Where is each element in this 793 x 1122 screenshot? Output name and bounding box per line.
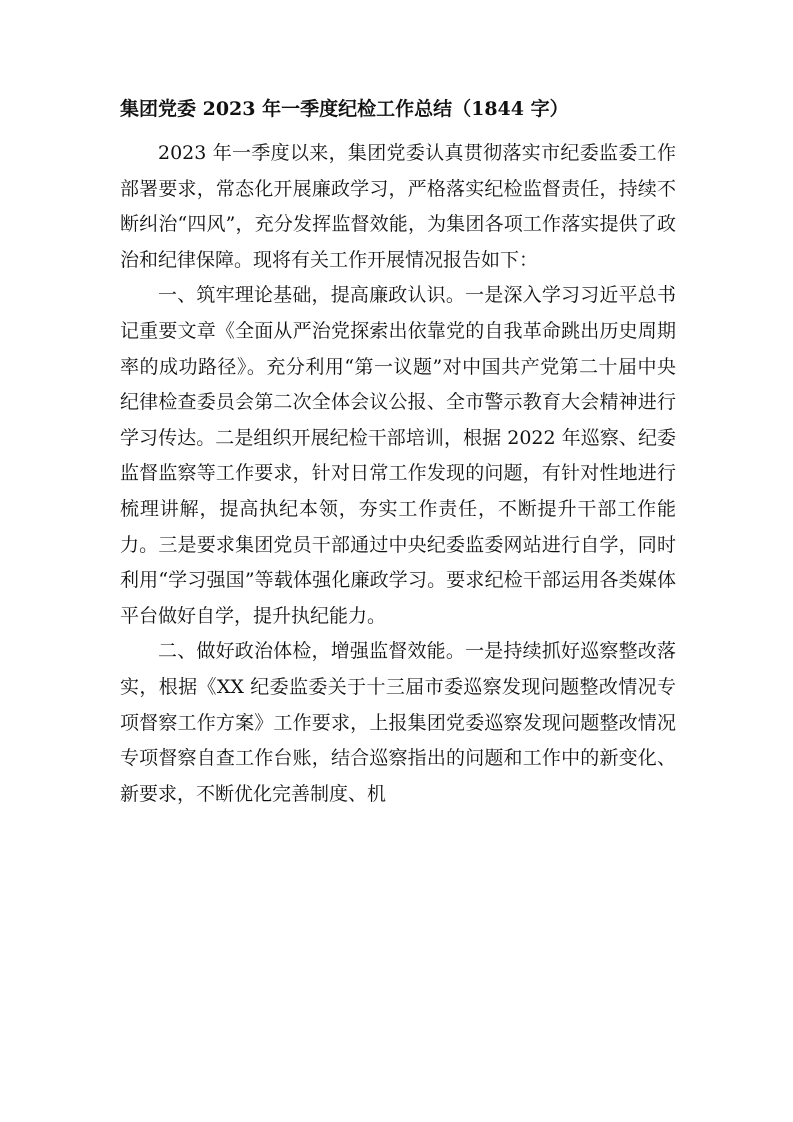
paragraph-section-2: 二、做好政治体检，增强监督效能。一是持续抓好巡察整改落实，根据《XX 纪委监委关于十三届市委巡察发现问题整改情况专项督察工作方案》工作要求，上报集团党委巡察发现问题整改情况专项督察自查工作台账，结合巡察指出的问题和工作中的新变化、新要求，不断优化完善制度、机: [120, 640, 676, 805]
document-title: 集团党委 2023 年一季度纪检工作总结（1844 字）: [120, 98, 569, 120]
document-body: [120, 136, 676, 812]
paragraph-intro: 2023 年一季度以来，集团党委认真贯彻落实市纪委监委工作部署要求，常态化开展廉政学习，严格落实纪检监督责任，持续不断纠治“四风”，充分发挥监督效能，为集团各项工作落实提供了政治和纪律保障。现将有关工作开展情况报告如下：: [120, 142, 676, 271]
paragraph-section-1: 一、筑牢理论基础，提高廉政认识。一是深入学习习近平总书记重要文章《全面从严治党探索出依靠党的自我革命跳出历史周期率的成功路径》。充分利用“第一议题”对中国共产党第二十届中央纪律检查委员会第二次全体会议公报、全市警示教育大会精神进行学习传达。二是组织开展纪检干部培训，根据 2022 年巡察、纪委监督监察等工作要求，针对日常工作发现的问题，有针对性地进行梳理讲解，提高执纪本领，夯实工作责任，不断提升干部工作能力。三是要求集团党员干部通过中央纪委监委网站进行自学，同时利用“学习强国”等载体强化廉政学习。要求纪检干部运用各类媒体平台做好自学，提升执纪能力。: [120, 284, 676, 627]
